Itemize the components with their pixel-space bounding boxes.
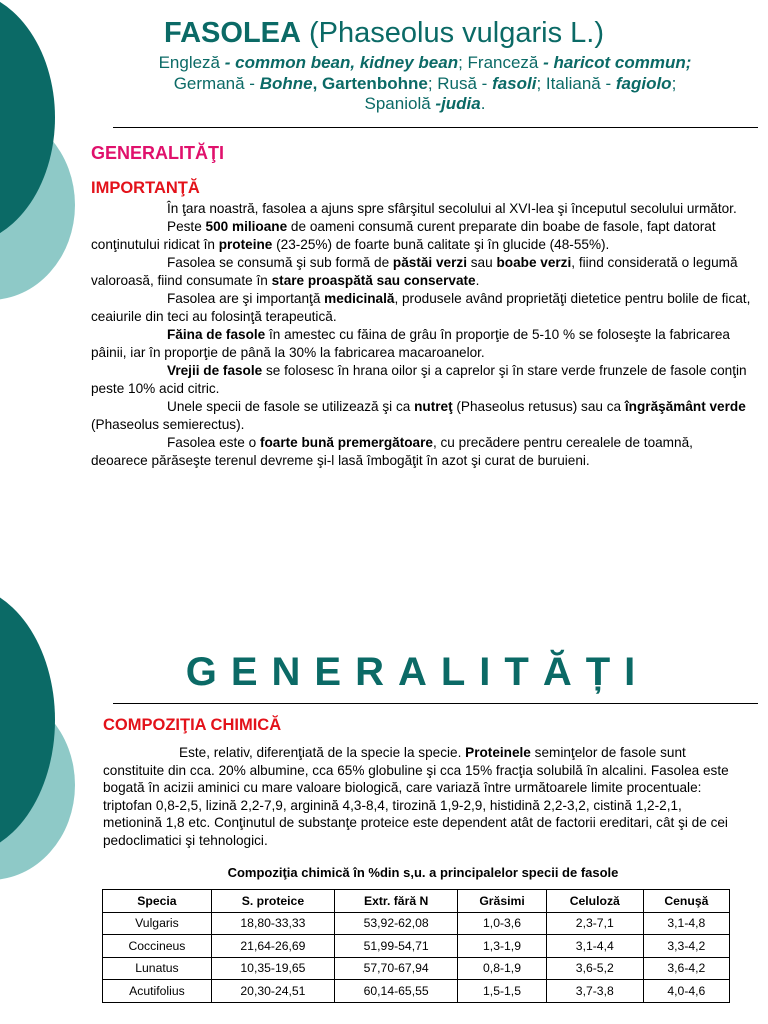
text-run: , produsele având proprietăţi dietetice pentru bolile de ficat, ceaiurile din teci au folosinţă terapeutică. [91, 291, 751, 324]
bold-term: Vrejii de fasole [167, 363, 263, 378]
table-cell: 1,5-1,5 [458, 980, 547, 1003]
table-cell: 3,6-5,2 [546, 957, 643, 980]
table-cell: 2,3-7,1 [546, 912, 643, 935]
paragraph [91, 434, 751, 470]
text-run: Peste [167, 219, 206, 234]
language-names [105, 53, 745, 115]
lang-es-end: . [480, 94, 486, 113]
lang-it-end: ; [671, 73, 677, 93]
lang-en-label: Engleză [158, 53, 221, 72]
table-cell: 1,3-1,9 [458, 935, 547, 958]
paragraph [91, 290, 751, 326]
table-cell: 18,80-33,33 [211, 912, 334, 935]
table-row [103, 957, 730, 980]
text-run: . [475, 273, 480, 288]
text-run: Este, relativ, diferenţiată de la specie la specie. [179, 745, 466, 760]
slide-1-title [0, 15, 768, 51]
text-run: (Phaseolus semierectus). [91, 417, 245, 432]
title-latin: (Phaseolus vulgaris L.) [300, 17, 604, 49]
lang-ru-value: fasoli [492, 73, 537, 93]
section-subheading: IMPORTANŢĂ [91, 179, 200, 197]
lang-fr-value: - haricot commun; [543, 53, 692, 72]
table-cell: 0,8-1,9 [458, 957, 547, 980]
paragraph [91, 218, 751, 254]
text-run: Unele specii de fasole se utilizează şi ca [167, 399, 415, 414]
table-cell: 57,70-67,94 [335, 957, 458, 980]
table-cell: Acutifolius [103, 980, 212, 1003]
text-run: În ţara noastră, fasolea a ajuns spre sfârşitul secolului al XVI-lea şi începutul secolului următor. [167, 201, 737, 216]
slide-2 [0, 590, 768, 1024]
lang-it-value: fagiolo [615, 73, 672, 93]
table-header-cell: Specia [103, 890, 212, 913]
title-divider [113, 127, 758, 128]
text-run: de oameni consumă curent preparate din boabe de fasole, fapt datorat conţinutului ridicat în [91, 219, 716, 252]
title-divider [113, 703, 758, 704]
bold-term: stare proaspătă sau conservate [271, 273, 476, 288]
table-row [103, 935, 730, 958]
table-cell: 4,0-4,6 [643, 980, 729, 1003]
lang-es-label: Spaniolă [364, 94, 436, 113]
table-caption: Compoziţia chimică în %din s,u. a principalelor specii de fasole [227, 865, 619, 880]
text-run: , cu precădere pentru cerealele de toamnă, deoarece părăseşte terenul devreme şi-l lasă îmbogăţit în azot şi curat de buruieni. [91, 435, 693, 468]
paragraph [91, 398, 751, 434]
chemical-composition-text [103, 744, 743, 849]
slide-2-title: GENERALITĂȚI [185, 650, 650, 694]
table-header-cell: Celuloză [546, 890, 643, 913]
lang-es-value: -judia [435, 94, 481, 113]
paragraph [91, 362, 751, 398]
table-header-cell: Cenuşă [643, 890, 729, 913]
table-cell: 53,92-62,08 [335, 912, 458, 935]
table-cell: 3,7-3,8 [546, 980, 643, 1003]
text-run: seminţelor de fasole sunt constituite din cca. 20% albumine, cca 65% globuline şi cca 15% fracţia solubilă în alcalini. Fasolea este bogată în acizii aminici cu mare valoare biologică, care variază între următoarele limite procentuale: triptofan 0,8-2,5, lizină 2,2-7,9, arginină 4,3-8,4, tirozină 1,9-2,9, histidină 2,2-3,2, cistină 1,2-2,1, metionină 1,8 etc. Conţinutul de substanţe proteice este dependent atât de factorii ereditari, cât şi de cei pedoclimatici şi tehnologici. [103, 745, 729, 848]
table-cell: 3,3-4,2 [643, 935, 729, 958]
table-header-cell: S. proteice [211, 890, 334, 913]
table-cell: 21,64-26,69 [211, 935, 334, 958]
lang-de-label: Germană - [173, 73, 260, 93]
text-run: Fasolea are şi importanţă [167, 291, 325, 306]
bold-term: foarte bună premergătoare [259, 435, 433, 450]
table-header-cell: Grăsimi [458, 890, 547, 913]
paragraph [91, 254, 751, 290]
bold-term: medicinală [324, 291, 395, 306]
text-run: (23-25%) de foarte bună calitate şi în glucide (48-55%). [272, 237, 610, 252]
text-run: (Phaseolus retusus) sau ca [452, 399, 625, 414]
table-cell: 60,14-65,55 [335, 980, 458, 1003]
bold-term: Făina de fasole [167, 327, 266, 342]
paragraph [91, 326, 751, 362]
lang-ru-label: ; Rusă - [427, 73, 493, 93]
title-bold: FASOLEA [164, 17, 301, 49]
table-header-row [103, 890, 730, 913]
table-cell: 51,99-54,71 [335, 935, 458, 958]
paragraph [91, 200, 751, 218]
slide-gap [0, 515, 768, 590]
bold-term: Proteinele [465, 745, 531, 760]
text-run: Fasolea este o [167, 435, 260, 450]
table-cell: 3,1-4,8 [643, 912, 729, 935]
text-run: se folosesc în hrana oilor şi a caprelor şi în stare verde frunzele de fasole conţin peste 10% acid citric. [91, 363, 747, 396]
table-cell: 10,35-19,65 [211, 957, 334, 980]
bold-term: păstăi verzi [392, 255, 467, 270]
section-heading: GENERALITĂŢI [91, 143, 224, 163]
table-row [103, 980, 730, 1003]
text-run: Fasolea se consumă şi sub formă de [167, 255, 393, 270]
lang-fr-label: ; Franceză [458, 53, 539, 72]
table-cell: 1,0-3,6 [458, 912, 547, 935]
lang-en-value: - common bean, kidney bean [224, 53, 459, 72]
table-row [103, 912, 730, 935]
bold-term: proteine [218, 237, 273, 252]
table-cell: 3,1-4,4 [546, 935, 643, 958]
table-cell: Lunatus [103, 957, 212, 980]
text-run: , fiind considerată o legumă valoroasă, fiind consumate în [91, 255, 738, 288]
text-run: sau [466, 255, 497, 270]
lang-it-label: ; Italiană - [536, 73, 616, 93]
composition-table [102, 889, 730, 1003]
table-cell: Vulgaris [103, 912, 212, 935]
bold-term: nutreţ [414, 399, 453, 414]
lang-de-value-2: , Gartenbohne [312, 73, 428, 93]
lang-de-value: Bohne [259, 73, 313, 93]
section-heading: COMPOZIŢIA CHIMICĂ [103, 716, 282, 734]
table-header-cell: Extr. fără N [335, 890, 458, 913]
importance-text [91, 200, 751, 470]
paragraph [103, 744, 743, 849]
text-run: în amestec cu făina de grâu în proporţie de 5-10 % se foloseşte la fabricarea pâinii, iar în proporţie de până la 30% la fabricarea macaroanelor. [91, 327, 730, 360]
bold-term: îngrăşământ verde [624, 399, 746, 414]
bold-term: 500 milioane [205, 219, 288, 234]
table-cell: 3,6-4,2 [643, 957, 729, 980]
table-cell: 20,30-24,51 [211, 980, 334, 1003]
bold-term: boabe verzi [496, 255, 572, 270]
table-cell: Coccineus [103, 935, 212, 958]
